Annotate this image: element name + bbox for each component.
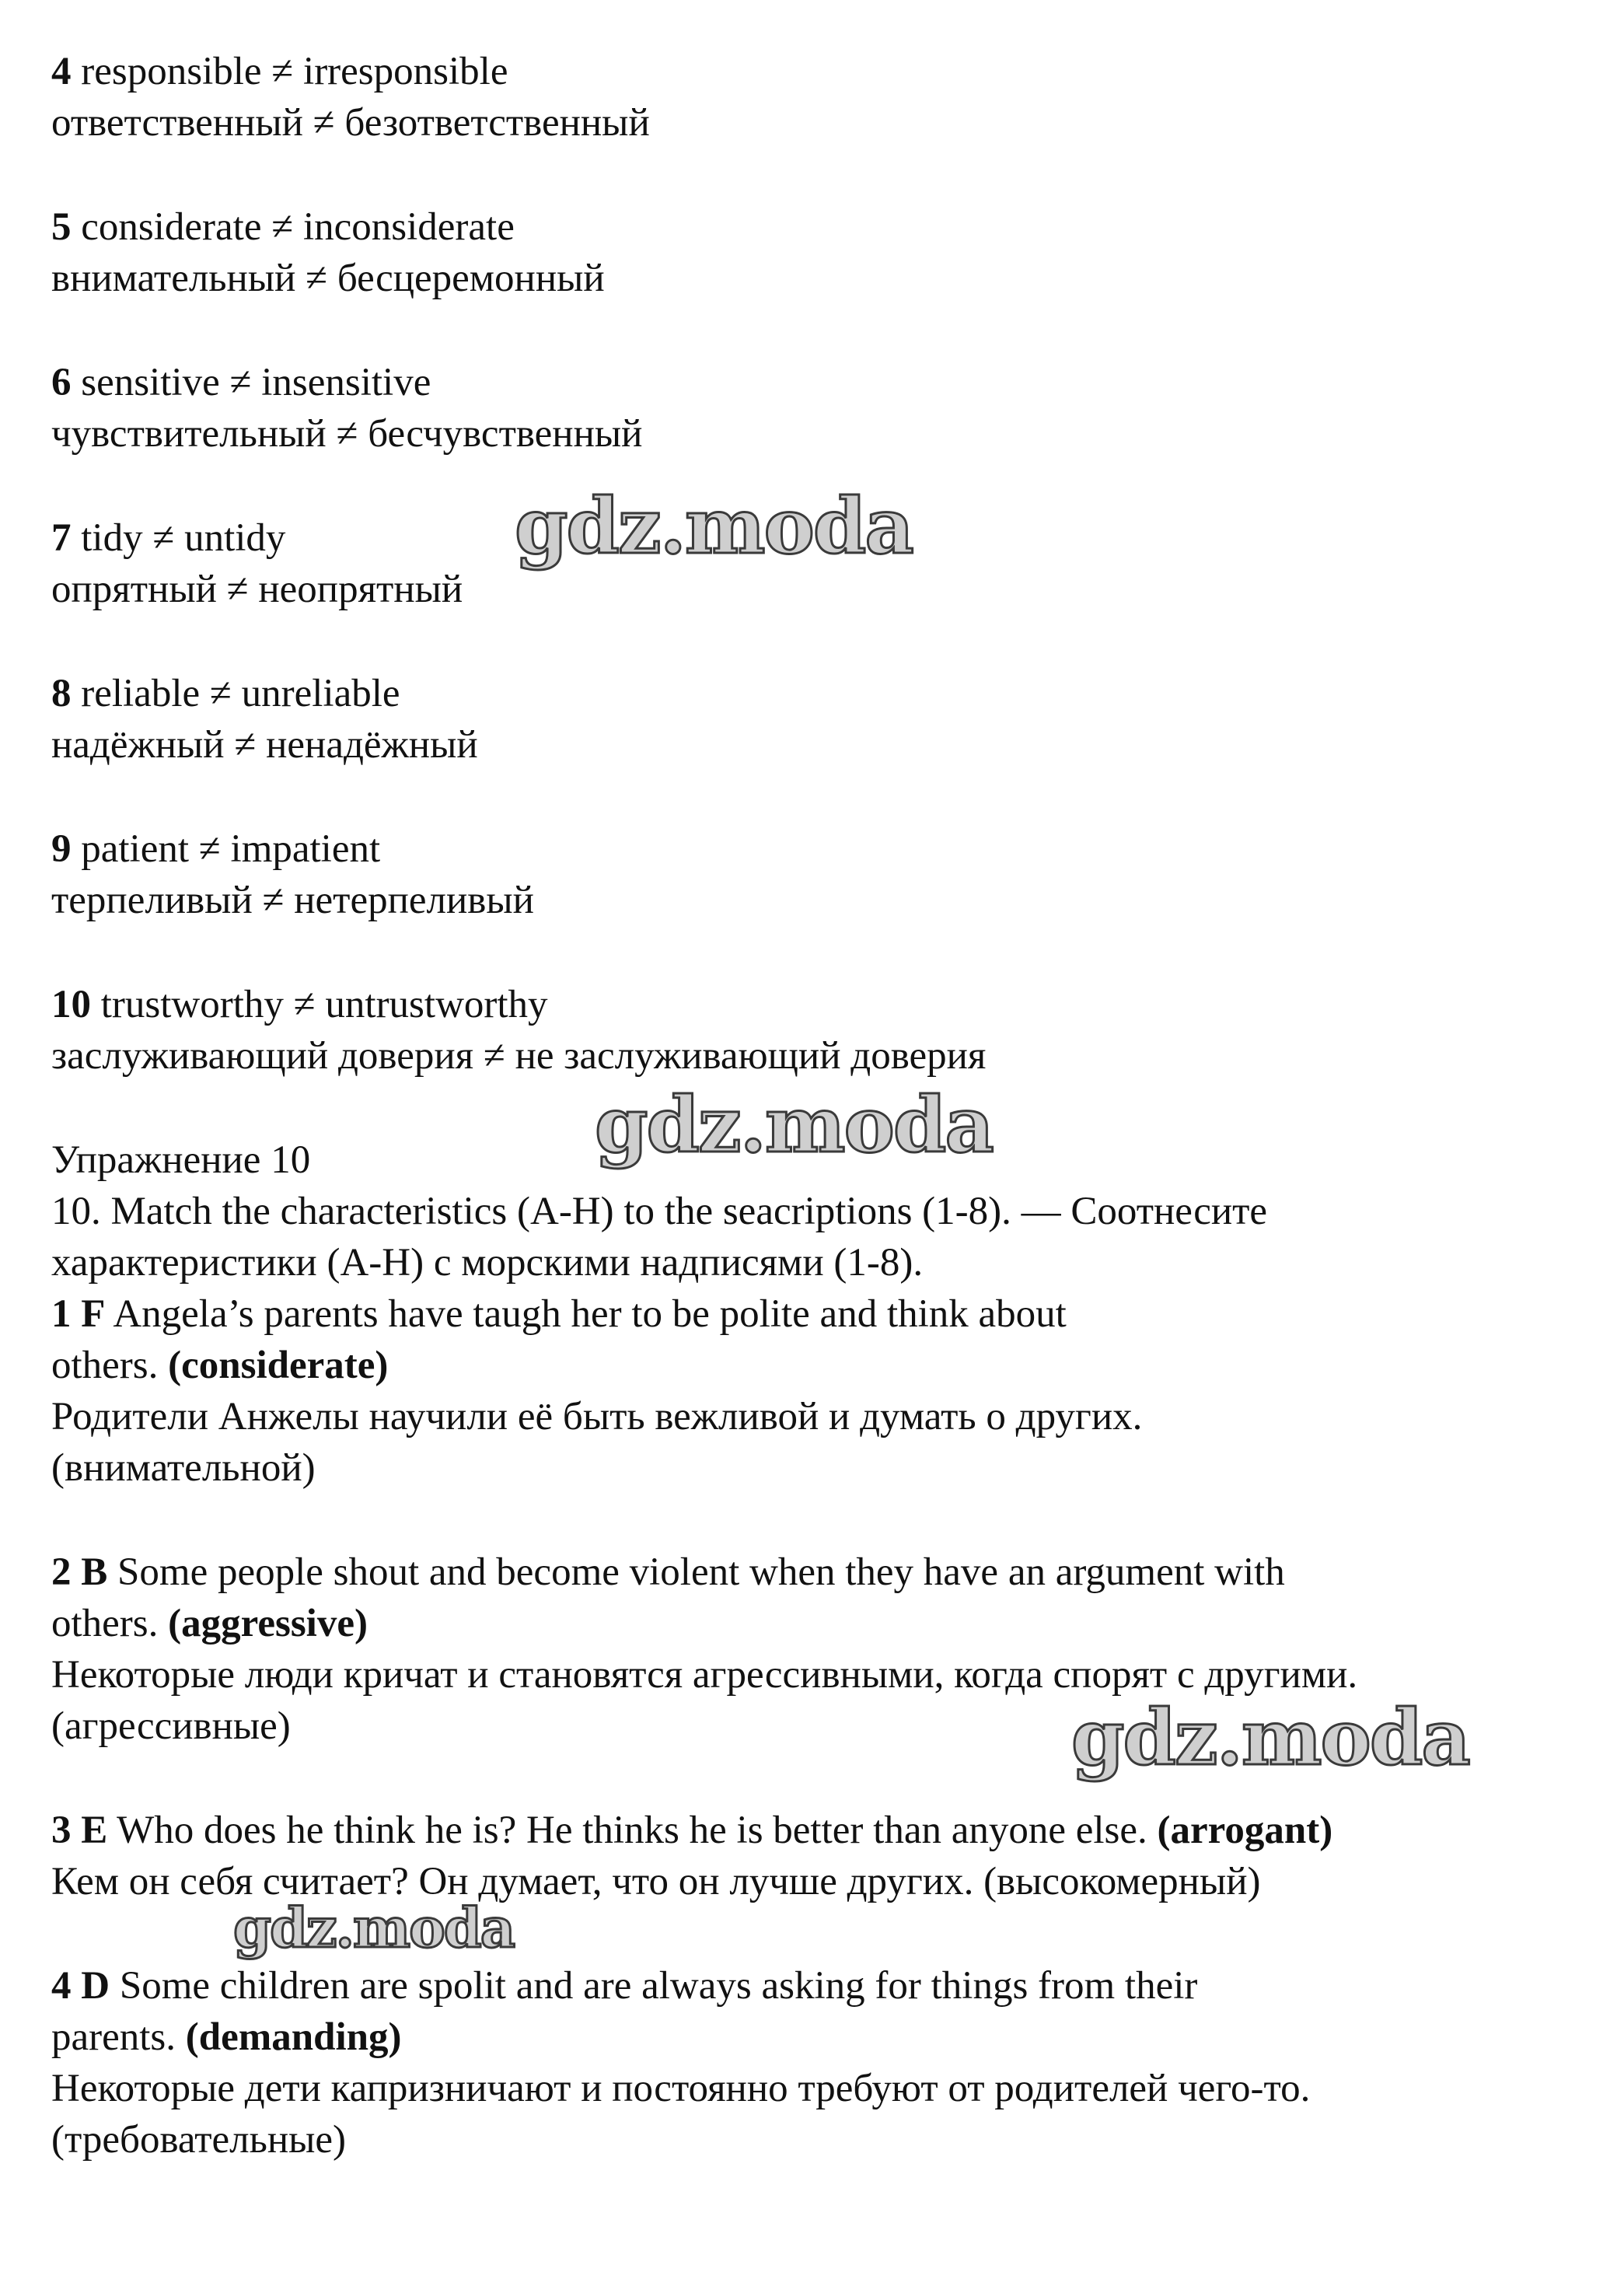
item-2-text: 2 B Some people shout and become violent when they have an argument with <box>51 1550 1285 1594</box>
task-line-2: характеристики (A-H) с морскими надписями (1-8). <box>51 1241 924 1285</box>
pair-4-en: 4 responsible ≠ irresponsible <box>51 50 508 93</box>
item-3-text: 3 E Who does he think he is? He thinks he is better than anyone else. (arrogant) <box>51 1809 1333 1852</box>
item-4-ru-answer: (требовательные) <box>51 2118 347 2162</box>
pair-8-ru: надёжный ≠ ненадёжный <box>51 723 478 767</box>
pair-7-ru: опрятный ≠ неопрятный <box>51 568 463 611</box>
pair-5-ru: внимательный ≠ бесцеремонный <box>51 257 605 300</box>
pair-6-ru: чувствительный ≠ бесчувственный <box>51 412 643 456</box>
watermark: gdz.moda <box>515 482 913 571</box>
item-2-ru: Некоторые люди кричат и становятся агрессивными, когда спорят с другими. <box>51 1653 1358 1697</box>
item-4-ru: Некоторые дети капризничают и постоянно требуют от родителей чего-то. <box>51 2067 1311 2110</box>
item-1-ru-answer: (внимательной) <box>51 1446 316 1490</box>
item-1-text: 1 F Angela’s parents have taugh her to be polite and think about <box>51 1292 1067 1336</box>
pair-6-en: 6 sensitive ≠ insensitive <box>51 361 431 404</box>
watermark: gdz.moda <box>1071 1694 1469 1783</box>
pair-10-ru: заслуживающий доверия ≠ не заслуживающий доверия <box>51 1034 987 1078</box>
item-2-ru-answer: (агрессивные) <box>51 1704 291 1748</box>
watermark: gdz.moda <box>595 1081 993 1170</box>
watermark: gdz.moda <box>233 1896 515 1960</box>
task-line-1: 10. Match the characteristics (A-H) to the seacriptions (1-8). — Соотнесите <box>51 1190 1268 1233</box>
pair-5-en: 5 considerate ≠ inconsiderate <box>51 205 515 249</box>
pair-10-en: 10 trustworthy ≠ untrustworthy <box>51 983 548 1026</box>
pair-7-en: 7 tidy ≠ untidy <box>51 516 286 560</box>
item-1-text-cont: others. (considerate) <box>51 1344 389 1387</box>
pair-9-ru: терпеливый ≠ нетерпеливый <box>51 879 534 922</box>
pair-4-ru: ответственный ≠ безответственный <box>51 101 650 145</box>
pair-9-en: 9 patient ≠ impatient <box>51 827 381 871</box>
item-4-text-cont: parents. (demanding) <box>51 2015 402 2059</box>
exercise-heading: Упражнение 10 <box>51 1138 311 1182</box>
item-4-text: 4 D Some children are spolit and are always asking for things from their <box>51 1964 1198 2008</box>
item-3-ru: Кем он себя считает? Он думает, что он лучше других. (высокомерный) <box>51 1860 1261 1903</box>
item-1-ru: Родители Анжелы научили её быть вежливой и думать о других. <box>51 1395 1143 1438</box>
item-2-text-cont: others. (aggressive) <box>51 1602 368 1645</box>
pair-8-en: 8 reliable ≠ unreliable <box>51 672 400 715</box>
